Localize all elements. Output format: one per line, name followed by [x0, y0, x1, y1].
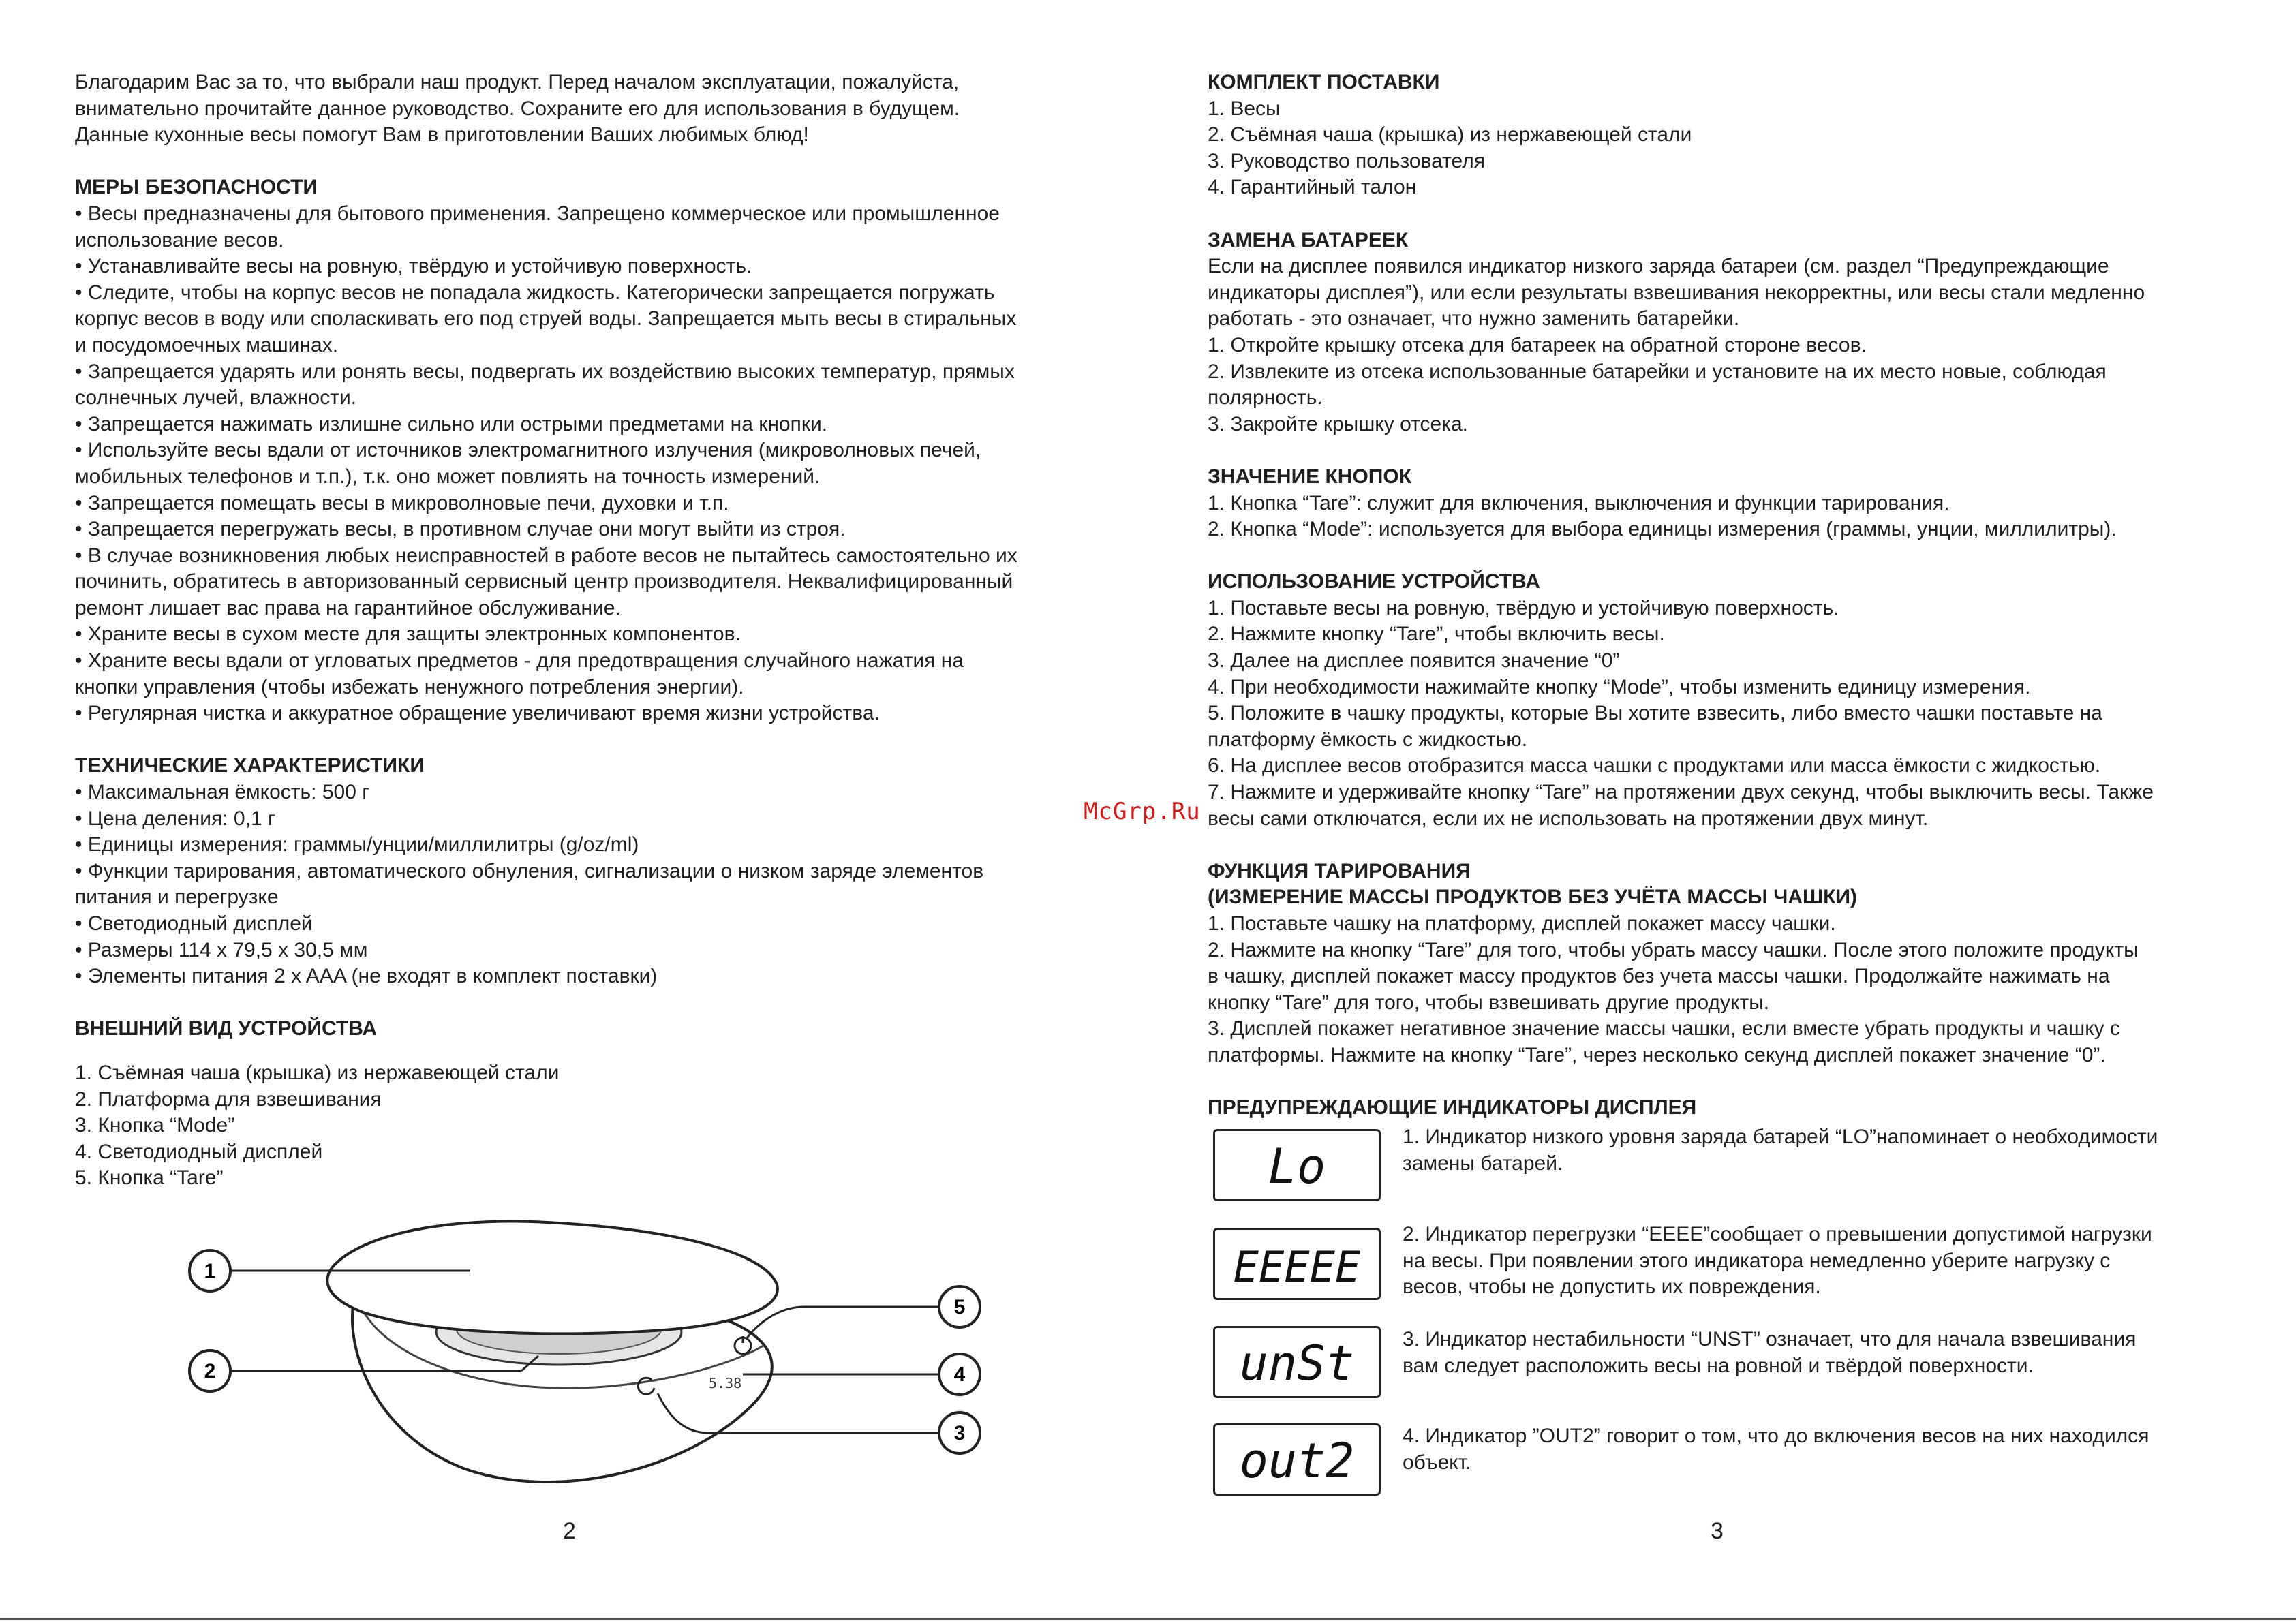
lcd-indicator-overload — [1213, 1228, 1381, 1300]
safety-heading: МЕРЫ БЕЗОПАСНОСТИ — [75, 176, 318, 199]
battery-text: Если на дисплее появился индикатор низкого заряда батареи (см. раздел “Предупреждающие индикаторы дисплея”), или если результаты взвешивания некорректны, или весы стали медленно работать - это означает, что нужно заменить батарейки. 1. Откройте крышку отсека для батареек на обратной стороне весов. 2. Извлеките из отсека использованные батарейки и установите на их место новые, соблюдая полярность. 3. Закройте крышку отсека. — [1208, 255, 2145, 435]
svg-text:5: 5 — [953, 1296, 966, 1318]
intro-text: Благодарим Вас за то, что выбрали наш продукт. Перед началом эксплуатации, пожалуйста, внимательно прочитайте данное руководство. Сохраните его для использования в будущем. Данные кухонные весы помогут Вам в приготовлении Ваших любимых блюд! — [75, 71, 960, 146]
kit-heading: КОМПЛЕКТ ПОСТАВКИ — [1208, 71, 1440, 93]
bottom-rule — [0, 1618, 2296, 1620]
svg-text:4: 4 — [953, 1363, 966, 1386]
indicators-heading: ПРЕДУПРЕЖДАЮЩИЕ ИНДИКАТОРЫ ДИСПЛЕЯ — [1208, 1096, 1697, 1119]
tech-list: • Максимальная ёмкость: 500 г • Цена деления: 0,1 г • Единицы измерения: граммы/унции/миллилитры (g/oz/ml) • Функции тарирования, автоматического обнуления, сигнализации о низком заряде элементов питания и перегрузке • Светодиодный дисплей • Размеры 114 x 79,5 x 30,5 мм • Элементы питания 2 x AAA (не входят в комплект поставки) — [75, 781, 984, 988]
page-number-left: 2 — [563, 1518, 576, 1544]
indicator-overload-text: 2. Индикатор перегрузки “EEEE”сообщает о превышении допустимой нагрузки на весы. При появлении этого индикатора немедленно уберите нагрузку с весов, чтобы не допустить их повреждения. — [1403, 1223, 2152, 1299]
tare-heading: ФУНКЦИЯ ТАРИРОВАНИЯ — [1208, 859, 1471, 882]
appearance-heading: ВНЕШНИЙ ВИД УСТРОЙСТВА — [75, 1017, 378, 1040]
lcd-indicator-lo — [1213, 1129, 1381, 1201]
right-column — [1208, 69, 2237, 1122]
svg-text:1: 1 — [204, 1260, 216, 1282]
tech-heading: ТЕХНИЧЕСКИЕ ХАРАКТЕРИСТИКИ — [75, 754, 425, 777]
callout-2 — [189, 1350, 230, 1391]
lcd-text: EEEEE — [1233, 1242, 1361, 1292]
lcd-text: out2 — [1239, 1433, 1355, 1489]
usage-list: 1. Поставьте весы на ровную, твёрдую и устойчивую поверхность. 2. Нажмите кнопку “Tare”, чтобы включить весы. 3. Далее на дисплее появится значение “0” 4. При необходимости нажимайте кнопку “Mode”, чтобы изменить единицу измерения. 5. Положите в чашку продукты, которые Вы хотите взвесить, либо вместо чашки поставьте на платформу ёмкость с жидкостью. 6. На дисплее весов отобразится масса чашки с продуктами или масса ёмкости с жидкостью. 7. Нажмите и удерживайте кнопку “Tare” на протяжении двух секунд, чтобы выключить весы. Также весы сами отключатся, если их не использовать на протяжении двух минут. — [1208, 596, 2154, 830]
device-illustration — [177, 1209, 995, 1523]
callout-3 — [939, 1412, 980, 1453]
svg-text:3: 3 — [953, 1422, 966, 1444]
callout-5 — [939, 1286, 980, 1327]
tare-list: 1. Поставьте чашку на платформу, дисплей покажет массу чашки. 2. Нажмите на кнопку “Tare” для того, чтобы убрать массу чашки. После этого положите продукты в чашку, дисплей покажет массу продуктов без учета массы чашки. Продолжайте нажимать на кнопку “Tare” для того, чтобы взвешивать другие продукты. 3. Дисплей покажет негативное значение массы чашки, если вместе убрать продукты и чашку с платформы. Нажмите на кнопку “Tare”, через несколько секунд дисплей покажет значение “0”. — [1208, 912, 2139, 1066]
safety-list: • Весы предназначены для бытового применения. Запрещено коммерческое или промышленное использование весов. • Устанавливайте весы на ровную, твёрдую и устойчивую поверхность. • Следите, чтобы на корпус весов не попадала жидкость. Категорически запрещается погружать корпус весов в воду или споласкивать его под струей воды. Запрещается мыть весы в стиральных и посудомоечных машинах. • Запрещается ударять или ронять весы, подвергать их воздействию высоких температур, прямых солнечных лучей, влажности. • Запрещается нажимать излишне сильно или острыми предметами на кнопки. • Используйте весы вдали от источников электромагнитного излучения (микроволновых печей, мобильных телефонов и т.п.), т.к. оно может повлиять на точность измерений. • Запрещается помещать весы в микроволновые печи, духовки и т.п. • Запрещается перегружать весы, в противном случае они могут выйти из строя. • В случае возникновения любых неисправностей в работе весов не пытайтесь самостоятельно их починить, обратитесь в авторизованный сервисный центр производителя. Неквалифицированный ремонт лишает вас права на гарантийное обслуживание. • Храните весы в сухом месте для защиты электронных компонентов. • Храните весы вдали от угловатых предметов - для предотвращения случайного нажатия на кнопки управления (чтобы избежать ненужного потребления энергии). • Регулярная чистка и аккуратное обращение увеличивают время жизни устройства. — [75, 202, 1017, 725]
buttons-list: 1. Кнопка “Tare”: служит для включения, выключения и функции тарирования. 2. Кнопка “Mode”: используется для выбора единицы измерения (граммы, унции, миллилитры). — [1208, 491, 2117, 541]
lcd-text: unSt — [1239, 1335, 1355, 1391]
appearance-list: 1. Съёмная чаша (крышка) из нержавеющей стали 2. Платформа для взвешивания 3. Кнопка “Mode” 4. Светодиодный дисплей 5. Кнопка “Tare” — [75, 1061, 560, 1190]
usage-heading: ИСПОЛЬЗОВАНИЕ УСТРОЙСТВА — [1208, 570, 1540, 593]
battery-heading: ЗАМЕНА БАТАРЕЕК — [1208, 228, 1409, 251]
indicator-unstable-text: 3. Индикатор нестабильности “UNST” означает, что для начала взвешивания вам следует расположить весы на ровной и твёрдой поверхности. — [1403, 1328, 2137, 1377]
callout-4 — [939, 1354, 980, 1395]
lcd-text: Lo — [1268, 1139, 1326, 1194]
indicator-out2-text: 4. Индикатор ”OUT2” говорит о том, что до включения весов на них находился объект. — [1403, 1425, 2149, 1474]
buttons-heading: ЗНАЧЕНИЕ КНОПОК — [1208, 465, 1412, 488]
indicator-lo-text: 1. Индикатор низкого уровня заряда батарей “LO”напоминает о необходимости замены батарей. — [1403, 1126, 2158, 1175]
steel-bowl-lid — [327, 1222, 778, 1334]
watermark: McGrp.Ru — [1084, 798, 1201, 825]
tare-subheading: (ИЗМЕРЕНИЕ МАССЫ ПРОДУКТОВ БЕЗ УЧЁТА МАССЫ ЧАШКИ) — [1208, 886, 1858, 909]
callout-1 — [189, 1250, 230, 1291]
kit-list: 1. Весы 2. Съёмная чаша (крышка) из нержавеющей стали 3. Руководство пользователя 4. Гарантийный талон — [1208, 97, 1692, 199]
device-display: 5.38 — [709, 1375, 742, 1391]
svg-text:2: 2 — [204, 1360, 216, 1382]
page-number-right: 3 — [1711, 1518, 1724, 1544]
left-column — [75, 69, 1097, 1192]
lcd-indicator-unstable — [1213, 1326, 1381, 1398]
lcd-indicator-out2 — [1213, 1423, 1381, 1496]
